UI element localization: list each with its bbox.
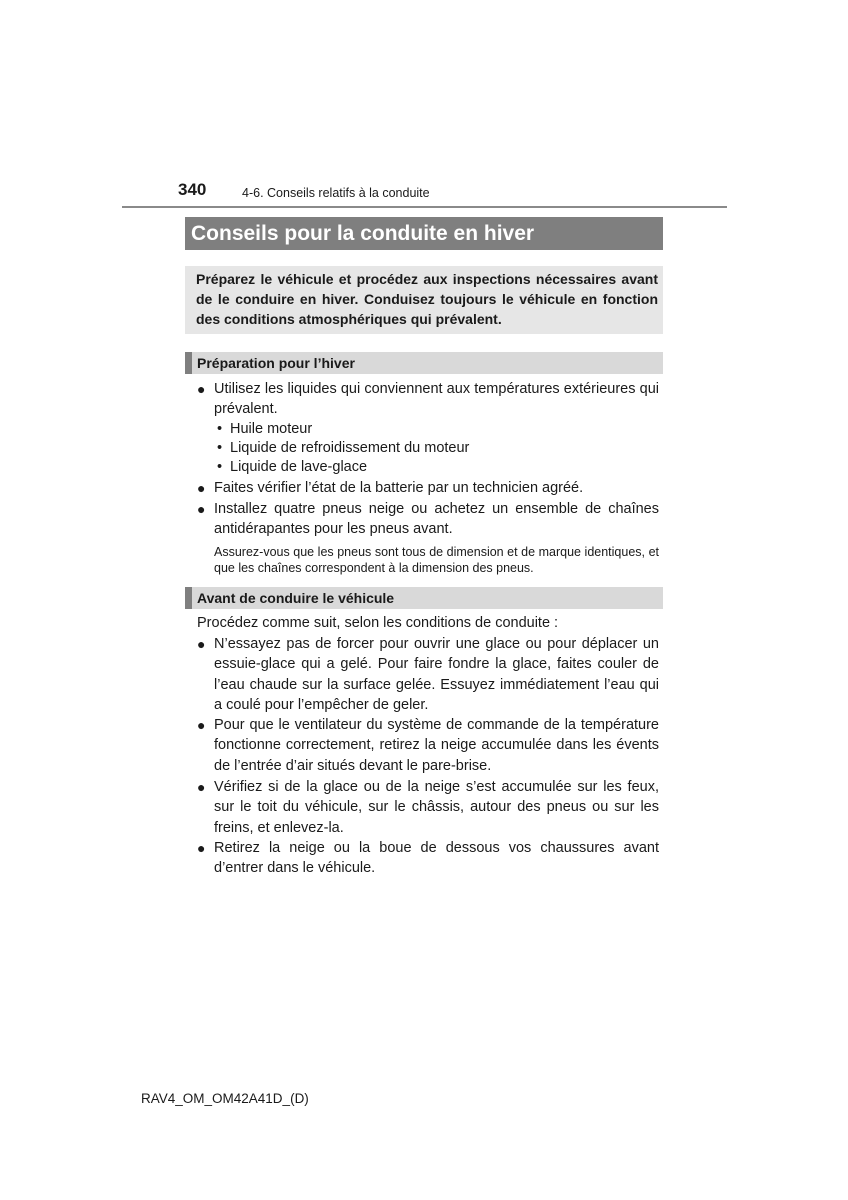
- section-heading-before-driving: Avant de conduire le véhicule: [185, 587, 663, 609]
- sub-list-item: [217, 419, 312, 439]
- list-item-text: Installez quatre pneus neige ou achetez un ensemble de chaînes antidérapantes pour les pneus avant.: [214, 501, 659, 538]
- section-heading-winter-prep: Préparation pour l’hiver: [185, 352, 663, 374]
- sub-item-text: Liquide de lave-glace: [230, 459, 368, 475]
- sub-item-text: Liquide de refroidissement du moteur: [230, 440, 470, 456]
- list-item: [197, 634, 659, 715]
- list-item-text: N’essayez pas de forcer pour ouvrir une glace ou pour déplacer un essuie-glace qui a gelé. Pour faire fondre la glace, faites couler de l’eau chaude sur la surface gelée. Essuyez immédiatement l’eau qui a coulé pour l’empêcher de geler.: [214, 636, 659, 713]
- note-text: Assurez-vous que les pneus sont tous de dimension et de marque identiques, et que les chaînes correspondent à la dimension des pneus.: [214, 545, 659, 575]
- bullet-icon: ●: [197, 381, 206, 397]
- sub-bullet-icon: •: [217, 459, 223, 475]
- footer-code: RAV4_OM_OM42A41D_(D): [141, 1091, 309, 1106]
- bullet-icon: ●: [197, 779, 206, 795]
- list-item-text: Retirez la neige ou la boue de dessous vos chaussures avant d’entrer dans le véhicule.: [214, 840, 659, 877]
- bullet-icon: ●: [197, 840, 206, 856]
- bullet-icon: ●: [197, 636, 206, 652]
- section-lead: Procédez comme suit, selon les conditions de conduite :: [197, 615, 559, 631]
- list-item: [197, 715, 659, 776]
- bullet-icon: ●: [197, 501, 206, 517]
- bullet-icon: ●: [197, 480, 206, 496]
- list-item-text: Utilisez les liquides qui conviennent aux températures extérieures qui prévalent.: [214, 381, 659, 418]
- page-title: Conseils pour la conduite en hiver: [185, 217, 663, 250]
- header-rule: [122, 206, 727, 208]
- chapter-title: 4-6. Conseils relatifs à la conduite: [242, 186, 430, 200]
- sub-list-item: [217, 438, 469, 458]
- sub-item-text: Huile moteur: [230, 421, 313, 437]
- list-item-text: Faites vérifier l’état de la batterie par un technicien agréé.: [214, 480, 584, 496]
- list-item: [197, 499, 659, 540]
- page-number: 340: [178, 180, 207, 199]
- sub-list-item: [217, 457, 367, 477]
- sub-bullet-icon: •: [217, 440, 223, 456]
- list-item-text: Vérifiez si de la glace ou de la neige s’est accumulée sur les feux, sur le toit du véhicule, sur le châssis, autour des pneus ou sur les freins, et enlevez-la.: [214, 779, 659, 836]
- list-item-text: Pour que le ventilateur du système de commande de la température fonctionne correctement, retirez la neige accumulée dans les évents de l’entrée d’air situés devant le pare-brise.: [214, 717, 659, 774]
- intro-box: Préparez le véhicule et procédez aux inspections nécessaires avant de le conduire en hiver. Conduisez toujours le véhicule en fonction des conditions atmosphériques qui prévalent.: [185, 266, 663, 334]
- list-item: [197, 838, 659, 879]
- list-item: [197, 478, 659, 498]
- list-item: [197, 379, 659, 420]
- sub-bullet-icon: •: [217, 421, 223, 437]
- bullet-icon: ●: [197, 717, 206, 733]
- list-item: [197, 777, 659, 838]
